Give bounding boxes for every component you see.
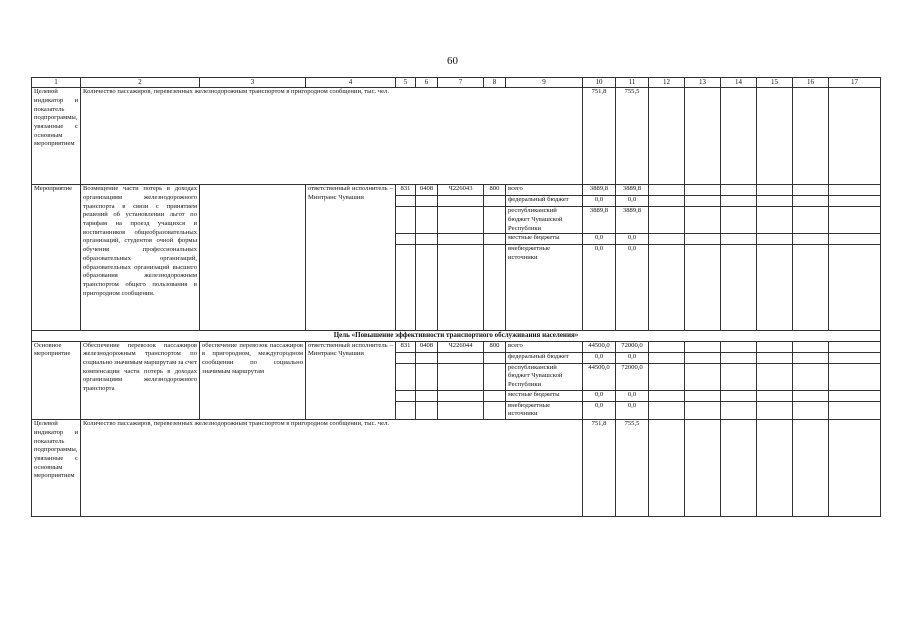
funding-value-11: 3889,8	[616, 185, 649, 196]
funding-value-11: 72000,0	[616, 341, 649, 352]
indicator-value-10: 751,8	[583, 88, 616, 185]
goal-row	[32, 331, 881, 341]
funding-value-11: 0,0	[616, 352, 649, 363]
page-number: 60	[447, 55, 458, 67]
funding-value-11: 0,0	[616, 390, 649, 401]
col-header: 13	[685, 78, 721, 88]
col-header: 9	[506, 78, 583, 88]
funding-value-11: 0,0	[616, 245, 649, 331]
funding-value-10: 0,0	[583, 196, 616, 207]
funding-source: внебюджетные источники	[506, 245, 583, 331]
col-header: 17	[829, 78, 881, 88]
col-header: 10	[583, 78, 616, 88]
col-header: 14	[721, 78, 757, 88]
col-header: 16	[793, 78, 829, 88]
main-measure-row	[32, 341, 881, 352]
funding-value-10: 3889,8	[583, 185, 616, 196]
col-header: 15	[757, 78, 793, 88]
main-measure-grbs: 831	[396, 341, 416, 352]
col-header: 11	[616, 78, 649, 88]
measure-row	[32, 185, 881, 196]
measure-executor: ответственный исполнитель – Минтранс Чувашии	[306, 185, 396, 331]
measure-rzpr: 0408	[416, 185, 438, 196]
funding-value-11: 0,0	[616, 234, 649, 245]
funding-value-11: 72000,0	[616, 363, 649, 390]
col-header: 8	[484, 78, 506, 88]
funding-value-11: 0,0	[616, 401, 649, 419]
measure-name: Возмещение части потерь в доходах организациям железнодорожного транспорта в связи с принятием решений об установлении льгот по тарифам на проезд учащихся и воспитанников общеобразовательных организаций, студентов очной формы обучения профессиональных образовательных организаций, образовательных организаций высшего образования железнодорожным транспортом общего пользования в пригородном сообщении.	[81, 185, 200, 331]
header-row	[32, 78, 881, 88]
goal-title: Цель «Повышение эффективности транспортного обслуживания населения»	[32, 331, 881, 341]
indicator-value-11: 755,5	[616, 420, 649, 517]
funding-value-10: 3889,8	[583, 207, 616, 234]
funding-value-10: 0,0	[583, 234, 616, 245]
col-header: 6	[416, 78, 438, 88]
indicator-row	[32, 420, 881, 517]
main-measure-csr: Ч226044	[438, 341, 484, 352]
funding-value-10: 0,0	[583, 352, 616, 363]
measure-label: Мероприятие	[32, 185, 81, 331]
funding-source: республиканский бюджет Чувашской Республики	[506, 207, 583, 234]
funding-source: местные бюджеты	[506, 390, 583, 401]
col-header: 2	[81, 78, 200, 88]
indicator-text: Количество пассажиров, перевезенных железнодорожным транспортом в пригородном сообщении, тыс. чел.	[81, 420, 583, 517]
indicator-row	[32, 88, 881, 185]
funding-value-10: 44500,0	[583, 341, 616, 352]
main-measure-label: Основное мероприятие	[32, 341, 81, 420]
main-measure-vr: 800	[484, 341, 506, 352]
main-measure-name: Обеспечение перевозок пассажиров железнодорожным транспортом по социально значимым маршрутам за счет компенсации части потерь в доходах организациям железнодорожного транспорта	[81, 341, 200, 420]
funding-value-10: 0,0	[583, 401, 616, 419]
indicator-label: Целевой индикатор и показатель подпрограммы, увязанные с основным мероприятием	[32, 420, 81, 517]
indicator-label: Целевой индикатор и показатель подпрограммы, увязанные с основным мероприятием	[32, 88, 81, 185]
main-measure-result: обеспечение перевозок пассажиров в пригородном, междугородном сообщении по социально значимым маршрутам	[200, 341, 306, 420]
measure-result	[200, 185, 306, 331]
col-header: 3	[200, 78, 306, 88]
funding-source: внебюджетные источники	[506, 401, 583, 419]
funding-source: местные бюджеты	[506, 234, 583, 245]
indicator-text: Количество пассажиров, перевезенных железнодорожным транспортом в пригородном сообщении, тыс. чел.	[81, 88, 583, 185]
funding-source: федеральный бюджет	[506, 352, 583, 363]
measure-vr: 800	[484, 185, 506, 196]
funding-source: федеральный бюджет	[506, 196, 583, 207]
indicator-value-11: 755,5	[616, 88, 649, 185]
col-header: 1	[32, 78, 81, 88]
measure-grbs: 831	[396, 185, 416, 196]
funding-source: всего	[506, 185, 583, 196]
col-header: 5	[396, 78, 416, 88]
funding-value-10: 0,0	[583, 245, 616, 331]
funding-value-11: 3889,8	[616, 207, 649, 234]
measure-csr: Ч226043	[438, 185, 484, 196]
funding-source: всего	[506, 341, 583, 352]
main-measure-rzpr: 0408	[416, 341, 438, 352]
funding-value-11: 0,0	[616, 196, 649, 207]
col-header: 4	[306, 78, 396, 88]
funding-value-10: 0,0	[583, 390, 616, 401]
indicator-value-10: 751,8	[583, 420, 616, 517]
main-measure-executor: ответственный исполнитель – Минтранс Чувашии	[306, 341, 396, 420]
col-header: 7	[438, 78, 484, 88]
funding-value-10: 44500,0	[583, 363, 616, 390]
funding-source: республиканский бюджет Чувашской Республики	[506, 363, 583, 390]
program-table	[31, 77, 881, 517]
col-header: 12	[649, 78, 685, 88]
